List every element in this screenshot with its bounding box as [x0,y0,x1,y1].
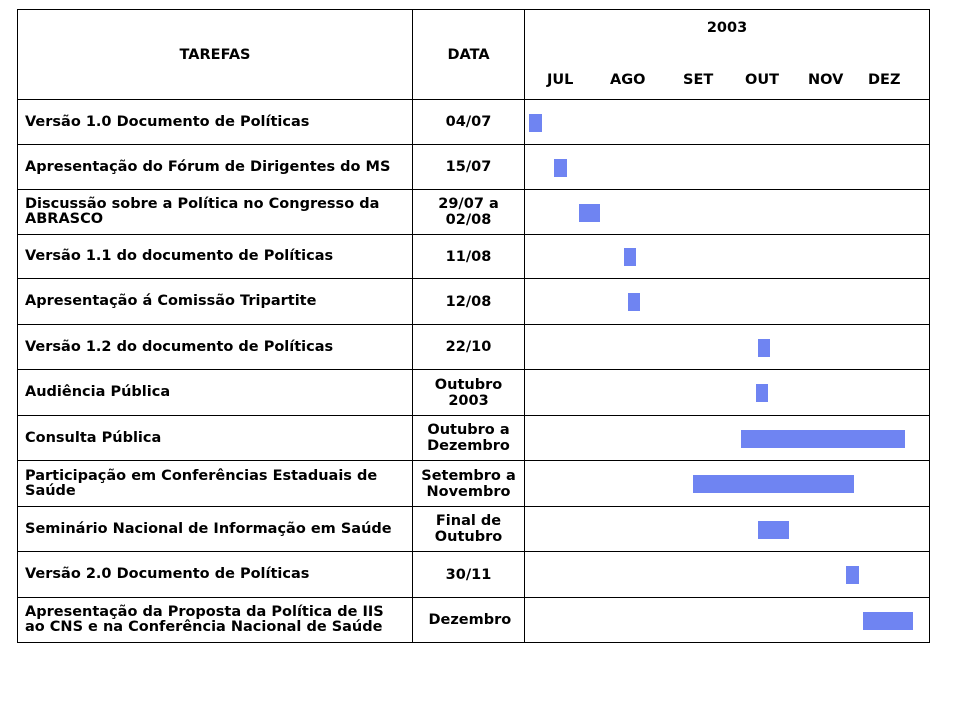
task-date: 04/07 [445,114,492,130]
table-row [18,507,930,552]
gantt-bar [756,384,769,402]
task-date: 29/07 a 02/08 [438,196,499,228]
task-date: 15/07 [445,159,492,175]
task-rows [18,100,930,643]
header-year: 2003 [706,20,748,36]
task-name: Audiência Pública [25,384,171,400]
month-label-dez: DEZ [868,72,901,88]
task-date: Final de Outubro [434,513,503,545]
table-row [18,598,930,643]
table-row [18,100,930,145]
task-name: Versão 2.0 Documento de Políticas [25,566,310,582]
table-row [18,370,930,416]
gantt-bar [758,521,790,539]
gantt-bar [529,114,542,132]
table-row [18,416,930,461]
month-label-ago: AGO [610,72,646,88]
task-name: Consulta Pública [25,429,162,446]
gantt-bar [628,293,641,311]
task-name: Seminário Nacional de Informação em Saúde [25,520,392,537]
task-date: 22/10 [445,339,492,355]
task-name: Versão 1.1 do documento de Políticas [25,248,334,264]
header-row [18,10,930,100]
task-name: Apresentação do Fórum de Dirigentes do MS [25,158,391,175]
task-name: Discussão sobre a Política no Congresso da ABRASCO [25,196,380,227]
gantt-bar [579,204,600,222]
gantt-table [17,9,930,643]
table-row [18,145,930,190]
table-row [18,279,930,325]
task-date: Outubro 2003 [434,376,503,409]
gantt-bar [758,339,771,357]
table-row [18,235,930,279]
task-date: 12/08 [445,293,492,310]
header-timeline [525,10,930,100]
task-name: Apresentação á Comissão Tripartite [25,293,317,309]
gantt-bar [846,566,859,584]
task-date: Outubro a Dezembro [427,422,510,454]
month-label-set: SET [683,72,714,88]
table-row [18,190,930,235]
task-name: Versão 1.0 Documento de Políticas [25,113,310,130]
header-data: DATA [413,10,525,100]
task-name: Apresentação da Proposta da Política de IIS ao CNS e na Conferência Nacional de Saúde [25,604,384,635]
gantt-bar [693,475,855,493]
table-row [18,461,930,507]
month-label-nov: NOV [808,72,844,88]
month-label-jul: JUL [547,72,574,88]
gantt-bar [554,159,567,177]
gantt-bar [624,248,637,266]
gantt-bar [863,612,913,630]
table-row [18,325,930,370]
table-row [18,552,930,598]
task-name: Participação em Conferências Estaduais de Saúde [25,467,378,499]
gantt-bar [741,430,905,448]
task-date: 11/08 [445,248,492,265]
task-date: Dezembro [428,612,512,628]
header-tarefas: TAREFAS [18,10,413,100]
task-date: Setembro a Novembro [421,467,516,500]
task-name: Versão 1.2 do documento de Políticas [25,338,334,355]
task-date: 30/11 [445,566,492,583]
month-label-out: OUT [745,72,779,88]
